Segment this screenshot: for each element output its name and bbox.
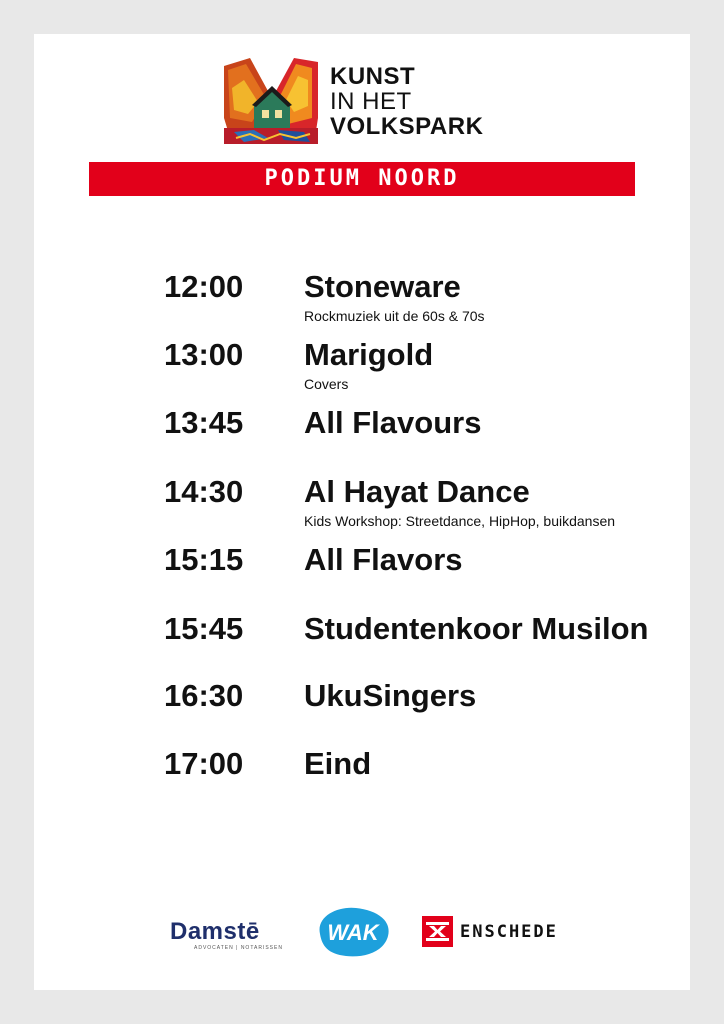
schedule-act: Al Hayat Dance: [304, 474, 530, 509]
enschede-sponsor-logo: [422, 916, 572, 948]
schedule-subtitle: Covers: [304, 376, 349, 392]
schedule-time: 13:45: [164, 405, 244, 440]
enschede-crest-icon: [422, 916, 453, 947]
damste-sponsor-logo: [170, 918, 282, 958]
schedule-act: Studentenkoor Musilon: [304, 611, 649, 646]
logo-line-1: KUNST: [330, 63, 416, 90]
schedule-time: 14:30: [164, 474, 244, 509]
wak-sponsor-logo: [314, 904, 392, 958]
schedule-act: UkuSingers: [304, 678, 477, 713]
schedule-time: 15:15: [164, 542, 244, 577]
schedule-act: All Flavours: [304, 405, 482, 440]
schedule-act: Eind: [304, 746, 372, 781]
wak-logo-text: WAK: [327, 920, 379, 945]
schedule-time: 15:45: [164, 611, 244, 646]
damste-tagline: ADVOCATEN | NOTARISSEN: [194, 945, 283, 951]
schedule-time: 13:00: [164, 337, 244, 372]
poster: [34, 34, 690, 990]
schedule-subtitle: Rockmuziek uit de 60s & 70s: [304, 308, 485, 324]
schedule-act: All Flavors: [304, 542, 463, 577]
schedule-list: [34, 34, 690, 990]
schedule-time: 12:00: [164, 269, 244, 304]
schedule-time: 16:30: [164, 678, 244, 713]
enschede-name: ENSCHEDE: [460, 922, 558, 942]
stage-title-banner: PODIUM NOORD: [89, 162, 635, 196]
schedule-act: Stoneware: [304, 269, 461, 304]
logo-line-2: IN HET: [330, 88, 412, 115]
damste-name: Damstē: [170, 918, 260, 945]
wak-logo-icon: [314, 904, 392, 958]
schedule-subtitle: Kids Workshop: Streetdance, HipHop, buikdansen: [304, 513, 616, 529]
schedule-act: Marigold: [304, 337, 434, 372]
schedule-time: 17:00: [164, 746, 244, 781]
logo-line-3: VOLKSPARK: [330, 113, 484, 140]
